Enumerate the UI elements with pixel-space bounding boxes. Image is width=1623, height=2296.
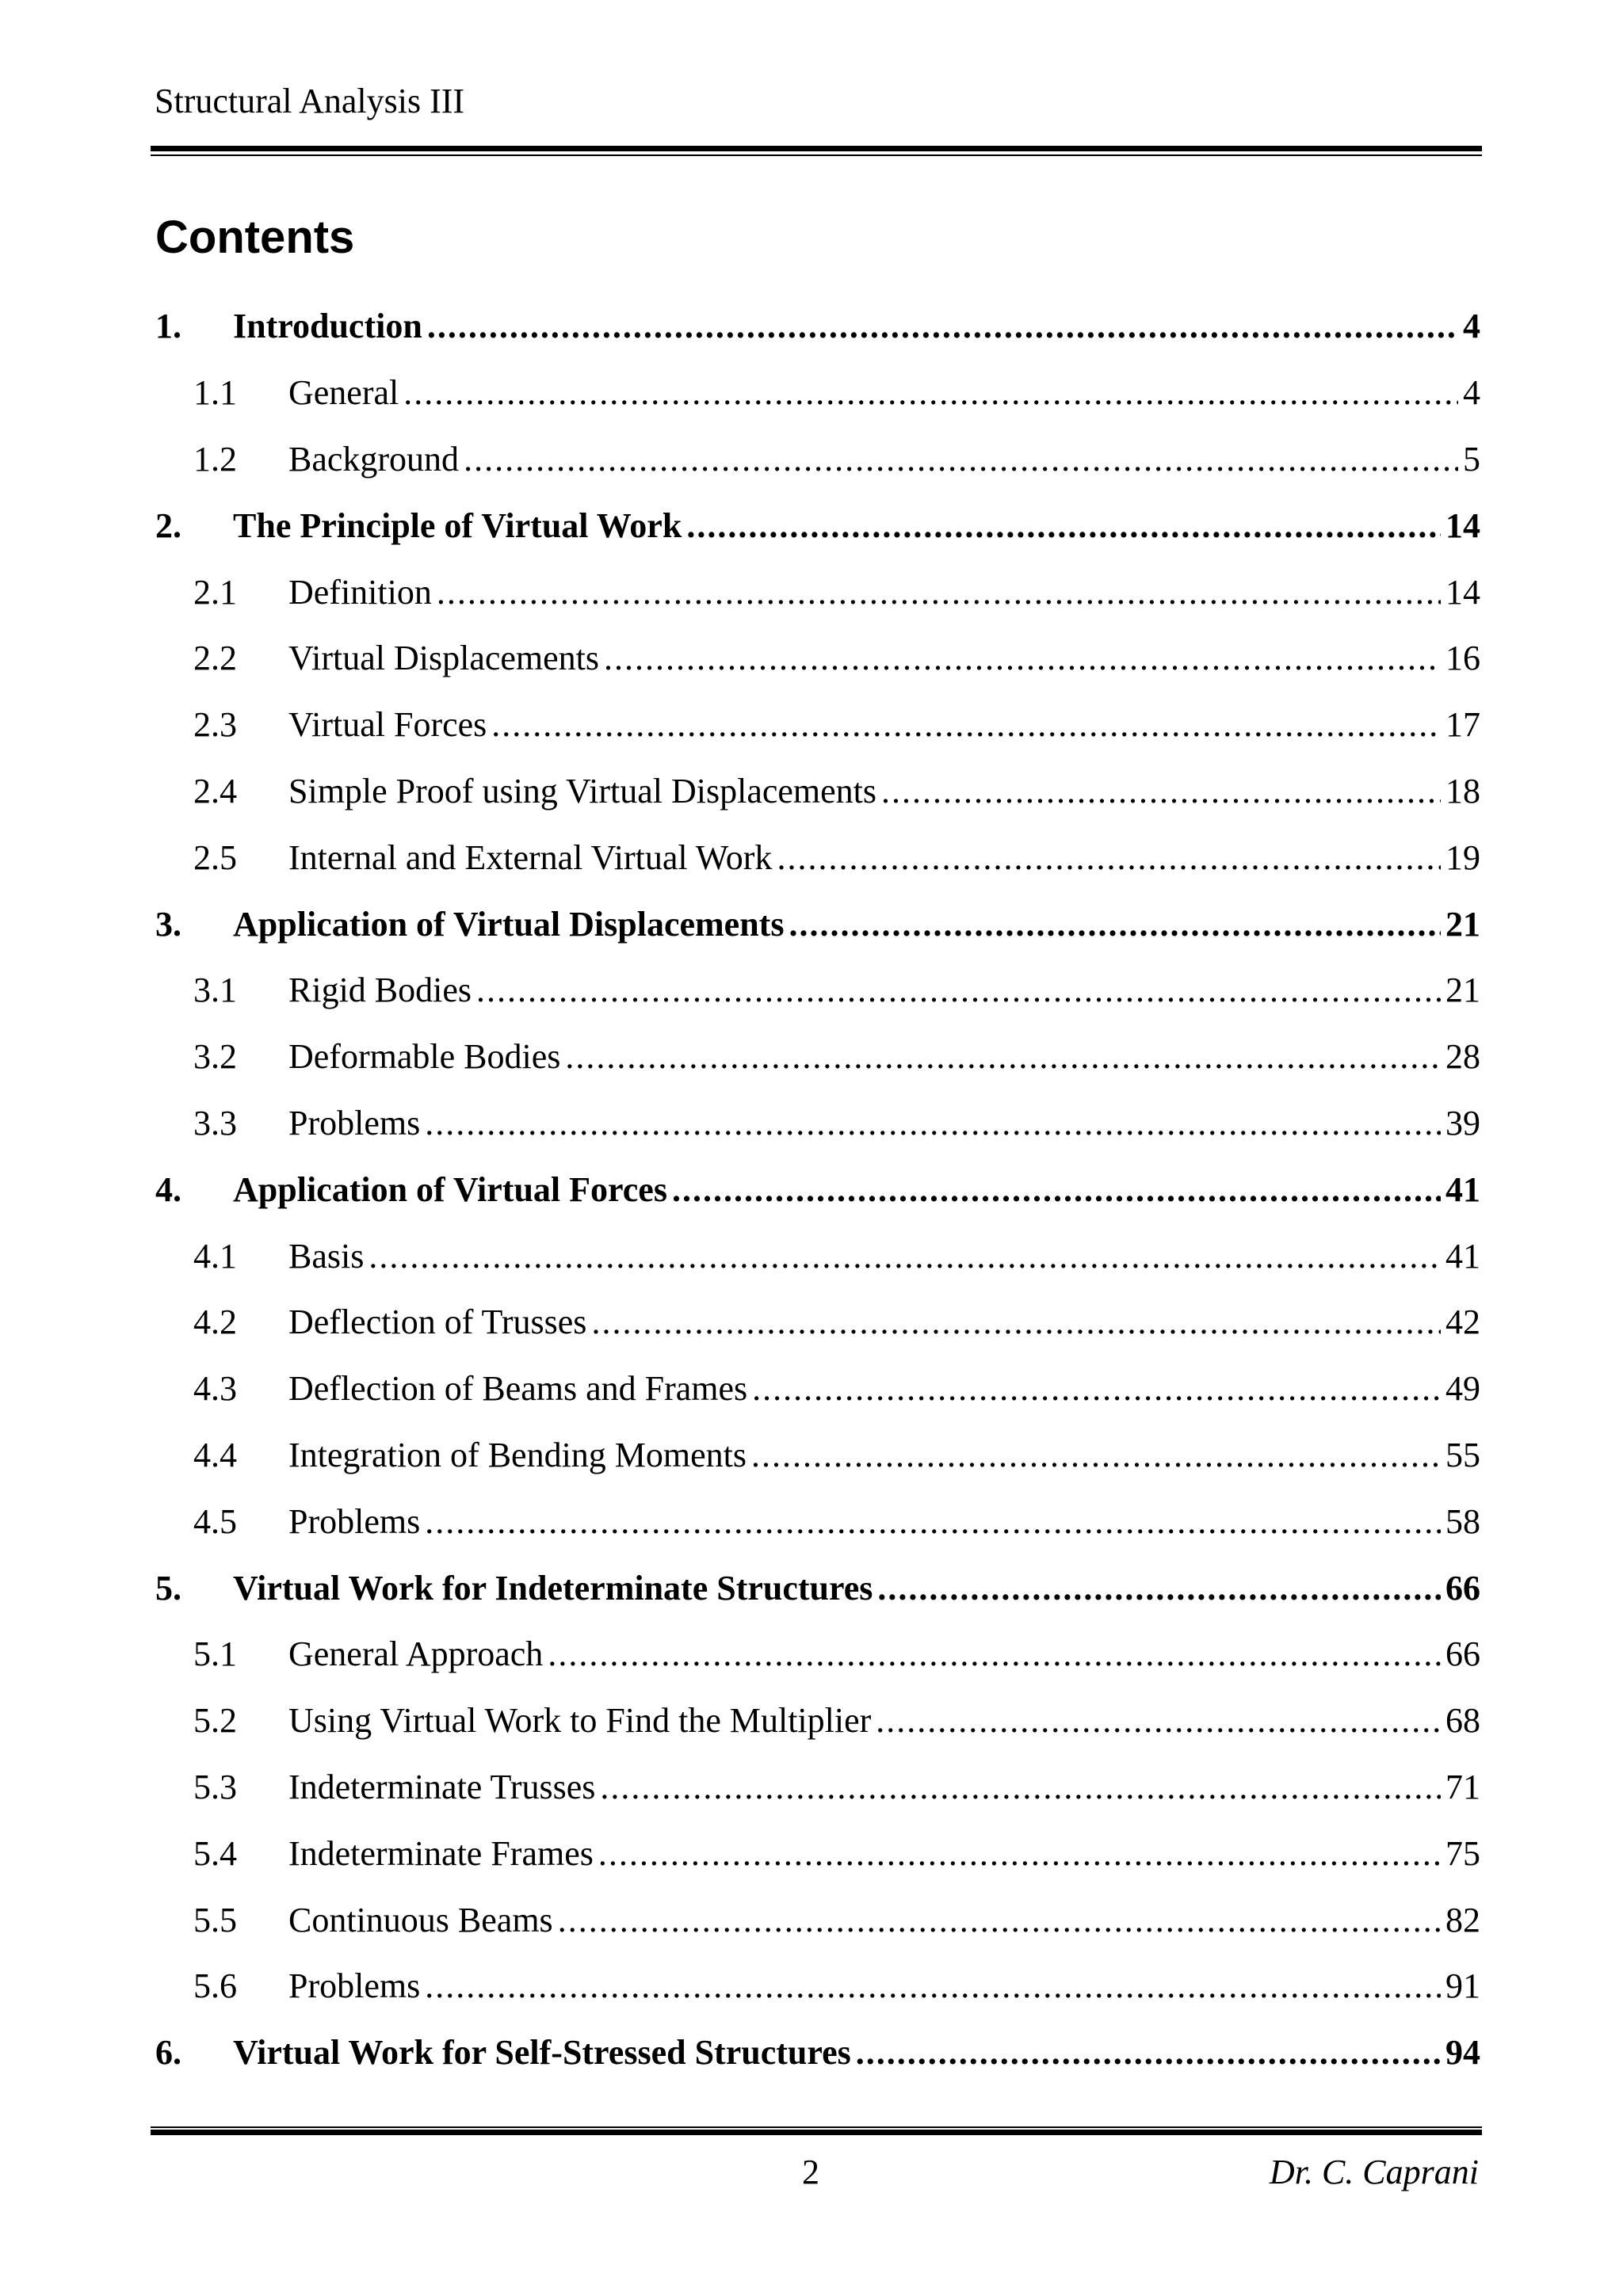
toc-entry-number: 4.4 [193, 1435, 237, 1474]
toc-entry-page: 18 [1445, 771, 1480, 810]
table-of-contents [155, 293, 1480, 2086]
toc-chapter-entry[interactable] [155, 293, 1480, 360]
toc-dot-leader [558, 1900, 1441, 1940]
toc-dot-leader [476, 970, 1441, 1010]
toc-entry-title: Virtual Work for Indeterminate Structures [233, 1568, 873, 1608]
toc-entry-page: 42 [1445, 1302, 1480, 1342]
toc-entry-number: 3.3 [193, 1103, 237, 1142]
toc-entry-number: 6. [155, 2033, 181, 2073]
toc-entry-page: 91 [1445, 1966, 1480, 2006]
toc-entry-number: 4. [155, 1169, 181, 1209]
toc-chapter-entry[interactable] [155, 1554, 1480, 1621]
toc-entry-title: Basis [288, 1236, 365, 1276]
toc-entry-page: 28 [1445, 1037, 1480, 1077]
toc-entry-title: Application of Virtual Displacements [233, 904, 785, 944]
toc-entry-number: 3.2 [193, 1037, 237, 1077]
toc-section-entry[interactable] [155, 758, 1480, 825]
toc-dot-leader [425, 1103, 1441, 1143]
toc-section-entry[interactable] [155, 1024, 1480, 1090]
toc-entry-number: 5.2 [193, 1701, 237, 1741]
page-number: 2 [802, 2153, 819, 2191]
toc-section-entry[interactable] [155, 824, 1480, 891]
toc-section-entry[interactable] [155, 692, 1480, 758]
toc-dot-leader [369, 1236, 1441, 1276]
toc-dot-leader [789, 904, 1441, 944]
toc-entry-title: Integration of Bending Moments [288, 1435, 747, 1474]
toc-entry-title: Deformable Bodies [288, 1037, 561, 1077]
toc-entry-number: 5.3 [193, 1767, 237, 1806]
toc-section-entry[interactable] [155, 1886, 1480, 1953]
footer-rule [151, 2130, 1482, 2135]
toc-entry-page: 5 [1463, 439, 1480, 479]
toc-section-entry[interactable] [155, 1422, 1480, 1489]
toc-chapter-entry[interactable] [155, 1156, 1480, 1222]
toc-dot-leader [881, 771, 1441, 811]
toc-entry-title: Rigid Bodies [288, 971, 472, 1010]
toc-entry-number: 4.5 [193, 1501, 237, 1541]
toc-entry-number: 4.3 [193, 1369, 237, 1409]
running-header: Structural Analysis III [155, 82, 465, 120]
toc-section-entry[interactable] [155, 360, 1480, 426]
toc-dot-leader [565, 1036, 1441, 1077]
toc-dot-leader [425, 1501, 1441, 1542]
toc-entry-number: 1. [155, 307, 181, 346]
toc-entry-page: 49 [1445, 1369, 1480, 1409]
toc-entry-title: Simple Proof using Virtual Displacements [288, 771, 877, 810]
toc-dot-leader [591, 1302, 1441, 1342]
toc-entry-title: Virtual Work for Self-Stressed Structures [233, 2033, 851, 2073]
toc-entry-page: 19 [1445, 837, 1480, 877]
toc-entry-number: 3.1 [193, 971, 237, 1010]
toc-entry-number: 4.1 [193, 1236, 237, 1276]
toc-entry-number: 5.5 [193, 1900, 237, 1939]
toc-entry-number: 5.4 [193, 1833, 237, 1873]
toc-entry-page: 66 [1445, 1568, 1480, 1608]
toc-entry-number: 2.2 [193, 639, 237, 678]
toc-entry-number: 2.4 [193, 771, 237, 810]
toc-dot-leader [604, 638, 1441, 678]
toc-section-entry[interactable] [155, 1820, 1480, 1886]
toc-entry-number: 2. [155, 505, 181, 545]
toc-entry-page: 21 [1445, 904, 1480, 944]
toc-entry-number: 5.1 [193, 1634, 237, 1674]
toc-entry-number: 4.2 [193, 1302, 237, 1342]
toc-entry-title: Problems [288, 1966, 421, 2006]
toc-entry-page: 94 [1445, 2033, 1480, 2073]
toc-entry-title: Using Virtual Work to Find the Multiplier [288, 1701, 872, 1741]
toc-entry-title: Background [288, 439, 460, 479]
toc-entry-page: 39 [1445, 1103, 1480, 1142]
toc-section-entry[interactable] [155, 1222, 1480, 1289]
toc-dot-leader [686, 505, 1441, 546]
toc-dot-leader [548, 1634, 1441, 1674]
toc-entry-page: 16 [1445, 639, 1480, 678]
toc-dot-leader [464, 439, 1458, 479]
toc-dot-leader [751, 1435, 1441, 1475]
toc-entry-page: 14 [1445, 572, 1480, 612]
header-rule [151, 146, 1482, 151]
toc-entry-title: Virtual Displacements [288, 639, 600, 678]
toc-entry-title: Introduction [233, 307, 422, 346]
toc-dot-leader [672, 1169, 1441, 1210]
toc-entry-page: 41 [1445, 1236, 1480, 1276]
toc-entry-title: Problems [288, 1103, 421, 1142]
toc-dot-leader [427, 306, 1458, 346]
toc-entry-title: Indeterminate Trusses [288, 1767, 596, 1806]
toc-entry-number: 3. [155, 904, 181, 944]
toc-entry-title: Internal and External Virtual Work [288, 837, 773, 877]
toc-entry-page: 4 [1463, 307, 1480, 346]
toc-entry-page: 17 [1445, 705, 1480, 745]
toc-dot-leader [491, 704, 1441, 745]
toc-entry-title: Deflection of Beams and Frames [288, 1369, 748, 1409]
toc-entry-page: 68 [1445, 1701, 1480, 1741]
toc-dot-leader [598, 1833, 1441, 1874]
contents-heading: Contents [155, 212, 355, 263]
toc-entry-number: 1.1 [193, 373, 237, 413]
toc-dot-leader [437, 572, 1441, 612]
toc-entry-title: Deflection of Trusses [288, 1302, 587, 1342]
toc-entry-title: Application of Virtual Forces [233, 1169, 667, 1209]
toc-entry-number: 5. [155, 1568, 181, 1608]
toc-entry-title: Indeterminate Frames [288, 1833, 594, 1873]
toc-dot-leader [403, 372, 1458, 413]
toc-entry-page: 55 [1445, 1435, 1480, 1474]
toc-dot-leader [856, 2032, 1441, 2073]
toc-entry-title: General Approach [288, 1634, 544, 1674]
author-name: Dr. C. Caprani [1269, 2153, 1479, 2191]
toc-dot-leader [425, 1966, 1441, 2006]
toc-entry-number: 2.5 [193, 837, 237, 877]
toc-section-entry[interactable] [155, 1953, 1480, 2019]
toc-entry-page: 21 [1445, 971, 1480, 1010]
toc-entry-page: 41 [1445, 1169, 1480, 1209]
toc-entry-number: 2.1 [193, 572, 237, 612]
toc-section-entry[interactable] [155, 1289, 1480, 1356]
toc-entry-title: Continuous Beams [288, 1900, 553, 1939]
toc-chapter-entry[interactable] [155, 891, 1480, 957]
toc-section-entry[interactable] [155, 1688, 1480, 1754]
toc-dot-leader [876, 1700, 1441, 1741]
toc-dot-leader [600, 1767, 1441, 1807]
toc-section-entry[interactable] [155, 625, 1480, 692]
toc-entry-number: 1.2 [193, 439, 237, 479]
toc-section-entry[interactable] [155, 957, 1480, 1024]
toc-entry-number: 2.3 [193, 705, 237, 745]
toc-section-entry[interactable] [155, 426, 1480, 493]
toc-section-entry[interactable] [155, 1754, 1480, 1821]
toc-dot-leader [752, 1368, 1441, 1409]
toc-section-entry[interactable] [155, 1090, 1480, 1157]
toc-entry-number: 5.6 [193, 1966, 237, 2006]
toc-entry-page: 71 [1445, 1767, 1480, 1806]
toc-section-entry[interactable] [155, 1488, 1480, 1554]
toc-chapter-entry[interactable] [155, 492, 1480, 559]
toc-dot-leader [877, 1568, 1441, 1608]
toc-entry-page: 66 [1445, 1634, 1480, 1674]
toc-entry-page: 82 [1445, 1900, 1480, 1939]
toc-entry-title: Problems [288, 1501, 421, 1541]
toc-entry-page: 4 [1463, 373, 1480, 413]
toc-section-entry[interactable] [155, 1356, 1480, 1422]
toc-entry-page: 75 [1445, 1833, 1480, 1873]
toc-dot-leader [777, 837, 1441, 878]
toc-entry-page: 14 [1445, 505, 1480, 545]
toc-section-entry[interactable] [155, 1621, 1480, 1688]
toc-entry-page: 58 [1445, 1501, 1480, 1541]
toc-entry-title: Definition [288, 572, 432, 612]
toc-entry-title: General [288, 373, 399, 413]
toc-entry-title: The Principle of Virtual Work [233, 505, 682, 545]
toc-section-entry[interactable] [155, 559, 1480, 625]
toc-chapter-entry[interactable] [155, 2019, 1480, 2086]
toc-entry-title: Virtual Forces [288, 705, 487, 745]
